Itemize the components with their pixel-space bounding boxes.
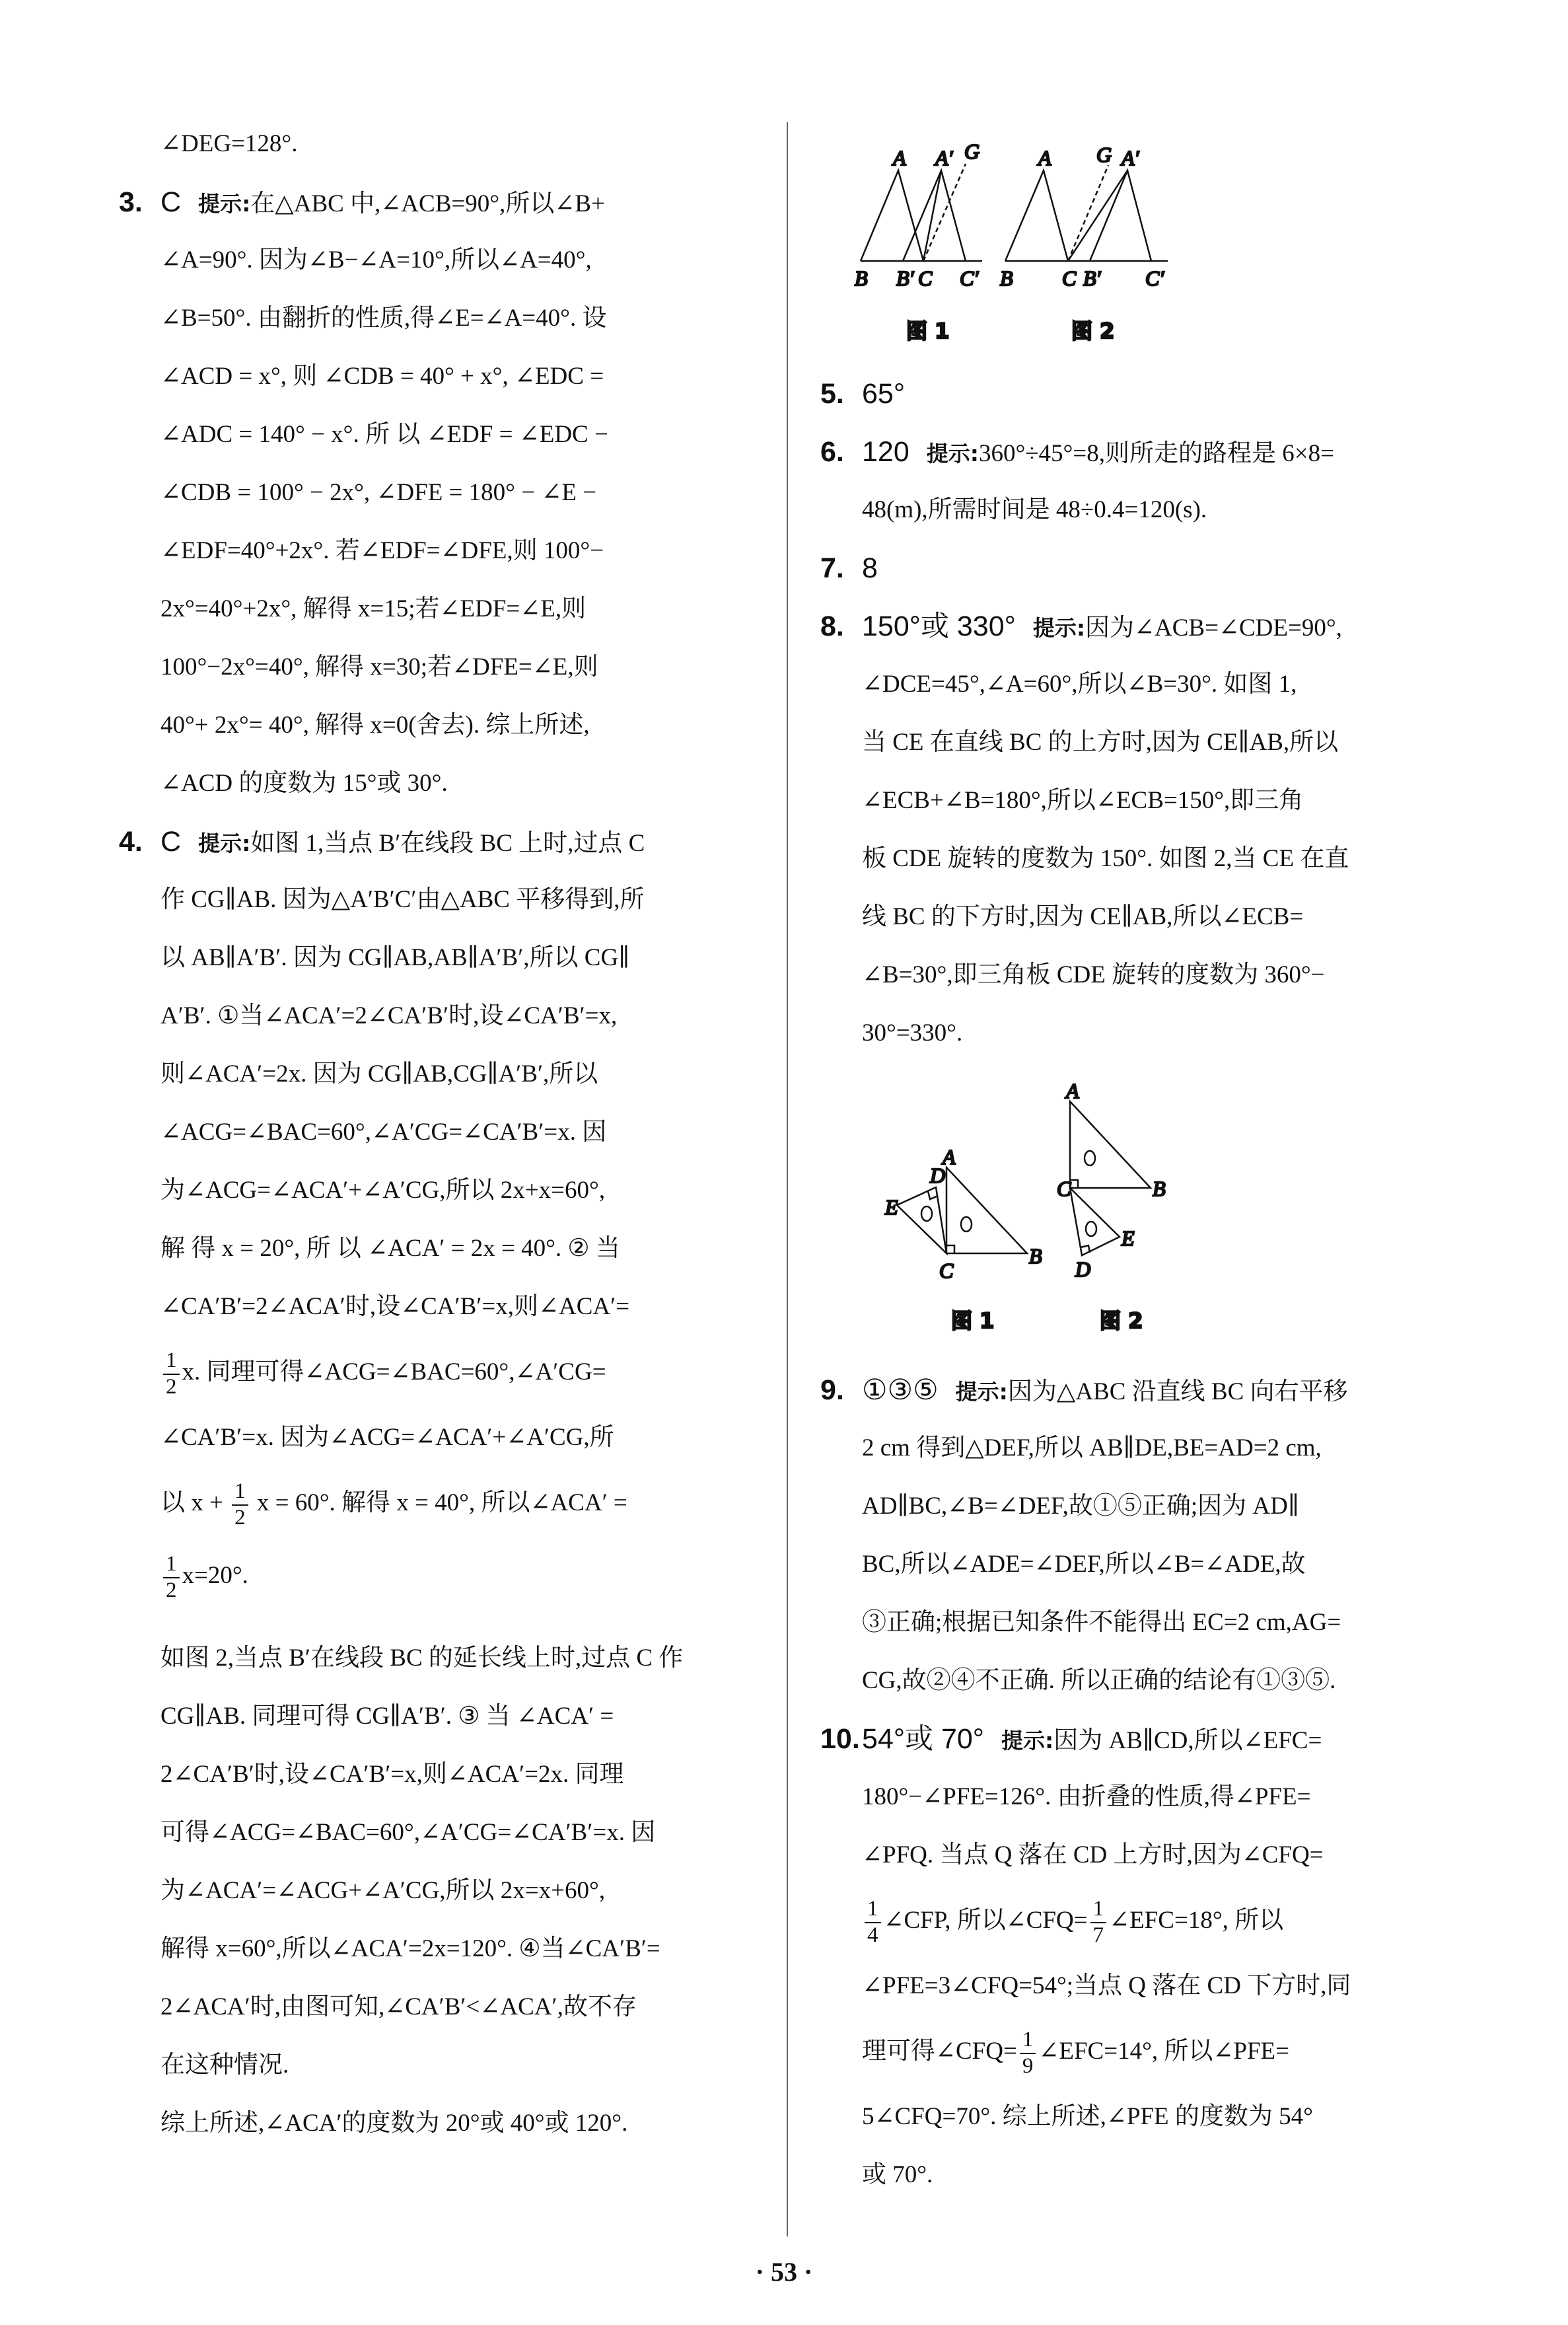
label-E: E (1122, 1226, 1135, 1250)
text: ∠ADC = 140° − x°. 所 以 ∠EDF = ∠EDC − (160, 421, 608, 448)
text: 为∠ACG=∠ACA′+∠A′CG,所以 2x+x=60°, (160, 1177, 606, 1204)
denominator: 2 (166, 1374, 177, 1399)
text: 理可得∠CFQ= (862, 2038, 1017, 2065)
text: ∠CA′B′=x. 因为∠ACG=∠ACA′+∠A′CG,所 (160, 1424, 614, 1451)
label-B: B (1000, 266, 1013, 290)
text: CG∥AB. 同理可得 CG∥A′B′. ③ 当 ∠ACA′ = (160, 1703, 614, 1730)
text: 在这种情况. (160, 2051, 289, 2079)
figure-caption: 图 1 (906, 318, 950, 344)
text: 解 得 x = 20°, 所 以 ∠ACA′ = 2x = 40°. ② 当 (160, 1235, 620, 1262)
numerator: 1 (163, 1348, 180, 1375)
label-B-prime: B′ (1083, 266, 1101, 290)
figure-caption: 图 2 (1071, 318, 1115, 344)
answer: ①③⑤ (862, 1374, 939, 1406)
denominator: 2 (234, 1505, 246, 1530)
answer: 8 (862, 552, 878, 584)
text: 因为 AB∥CD,所以∠EFC= (1053, 1727, 1322, 1754)
label-A-prime: A′ (935, 146, 953, 170)
text: CG,故②④不正确. 所以正确的结论有①③⑤. (862, 1667, 1336, 1694)
text: 板 CDE 旋转的度数为 150°. 如图 2,当 CE 在直 (862, 845, 1349, 872)
label-A: A (1038, 146, 1051, 170)
text: 48(m),所需时间是 48÷0.4=120(s). (862, 496, 1207, 523)
hint-label: 提示: (926, 441, 979, 466)
label-B: B (855, 266, 868, 290)
text: 如图 1,当点 B′在线段 BC 上时,过点 C (250, 830, 645, 857)
answer: 150°或 330° (862, 610, 1016, 642)
item-number: 4. (119, 826, 143, 858)
label-E: E (885, 1195, 898, 1219)
text: ∠ACD = x°, 则 ∠CDB = 40° + x°, ∠EDC = (160, 363, 604, 390)
item-number: 3. (119, 186, 143, 218)
text: 以 AB∥A′B′. 因为 CG∥AB,AB∥A′B′,所以 CG∥ (160, 944, 630, 971)
text: ∠EFC=14°, 所以∠PFE= (1038, 2038, 1290, 2065)
label-C: C (939, 1259, 954, 1282)
text: 作 CG∥AB. 因为△A′B′C′由△ABC 平移得到,所 (160, 886, 645, 913)
label-C: C (918, 266, 933, 290)
numerator: 1 (163, 1552, 180, 1578)
text: 2∠ACA′时,由图可知,∠CA′B′<∠ACA′,故不存 (160, 1993, 637, 2020)
page-number: · 53 · (755, 2257, 813, 2287)
text: 则∠ACA′=2x. 因为 CG∥AB,CG∥A′B′,所以 (160, 1060, 598, 1088)
label-G: G (1096, 143, 1112, 166)
text: 综上所述,∠ACA′的度数为 20°或 40°或 120°. (160, 2110, 628, 2137)
text: ∠ACD 的度数为 15°或 30°. (160, 770, 448, 797)
item-number: 9. (820, 1374, 844, 1406)
denominator: 9 (1022, 2053, 1034, 2078)
text: ∠CFP, 所以∠CFQ= (883, 1907, 1088, 1934)
text: 因为∠ACB=∠CDE=90°, (1085, 614, 1342, 642)
text: A′B′. ①当∠ACA′=2∠CA′B′时,设∠CA′B′=x, (160, 1002, 618, 1029)
numerator: 1 (232, 1479, 248, 1506)
answer: 54°或 70° (862, 1723, 984, 1755)
text: ∠CA′B′=2∠ACA′时,设∠CA′B′=x,则∠ACA′= (160, 1293, 630, 1320)
text: 360°÷45°=8,则所走的路程是 6×8= (978, 440, 1334, 467)
text: 2∠CA′B′时,设∠CA′B′=x,则∠ACA′=2x. 同理 (160, 1761, 624, 1788)
answer: C (160, 186, 182, 218)
text: 180°−∠PFE=126°. 由折叠的性质,得∠PFE= (862, 1783, 1311, 1810)
text: 在△ABC 中,∠ACB=90°,所以∠B+ (250, 190, 605, 217)
figure-translation-1 (855, 139, 982, 344)
label-D: D (1075, 1257, 1091, 1281)
text: BC,所以∠ADE=∠DEF,所以∠B=∠ADE,故 (862, 1551, 1306, 1578)
text: ∠DEG=128°. (160, 130, 298, 157)
text: 当 CE 在直线 BC 的上方时,因为 CE∥AB,所以 (862, 729, 1339, 756)
label-B-prime: B′ (896, 266, 914, 290)
hint-label: 提示: (198, 830, 251, 856)
label-C: C (1057, 1177, 1071, 1200)
numerator: 1 (865, 1897, 881, 1923)
text: x. 同理可得∠ACG=∠BAC=60°,∠A′CG= (182, 1358, 606, 1385)
item-number: 10. (820, 1723, 860, 1755)
label-B: B (1153, 1177, 1166, 1200)
text: 线 BC 的下方时,因为 CE∥AB,所以∠ECB= (862, 903, 1304, 930)
label-A: A (943, 1145, 956, 1169)
label-C: C (1062, 266, 1077, 290)
item-number: 5. (820, 378, 844, 410)
label-B: B (1029, 1244, 1042, 1268)
text: ∠PFQ. 当点 Q 落在 CD 上方时,因为∠CFQ= (862, 1841, 1324, 1868)
figure-caption: 图 2 (1100, 1308, 1143, 1333)
text: 因为△ABC 沿直线 BC 向右平移 (1007, 1378, 1348, 1405)
text: ③正确;根据已知条件不能得出 EC=2 cm,AG= (862, 1609, 1341, 1636)
figure-translation-2 (1000, 143, 1168, 344)
text: ∠A=90°. 因为∠B−∠A=10°,所以∠A=40°, (160, 246, 592, 274)
text: 40°+ 2x°= 40°, 解得 x=0(舍去). 综上所述, (160, 712, 590, 739)
numerator: 1 (1090, 1897, 1107, 1923)
hint-label: 提示: (955, 1379, 1008, 1405)
label-C-prime: C′ (960, 266, 979, 290)
text: ∠B=50°. 由翻折的性质,得∠E=∠A=40°. 设 (160, 305, 607, 332)
text: ∠EDF=40°+2x°. 若∠EDF=∠DFE,则 100°− (160, 537, 604, 564)
denominator: 4 (867, 1923, 878, 1947)
hint-label: 提示: (1032, 615, 1086, 641)
text: ∠B=30°,即三角板 CDE 旋转的度数为 360°− (862, 961, 1325, 988)
text: 5∠CFQ=70°. 综上所述,∠PFE 的度数为 54° (862, 2103, 1313, 2130)
text: 30°=330°. (862, 1019, 963, 1047)
label-A: A (1066, 1079, 1079, 1103)
answer: 120 (862, 436, 909, 468)
label-G: G (964, 139, 980, 163)
text: 解得 x=60°,所以∠ACA′=2x=120°. ④当∠CA′B′= (160, 1935, 660, 1962)
text: 可得∠ACG=∠BAC=60°,∠A′CG=∠CA′B′=x. 因 (160, 1819, 656, 1846)
text: ∠DCE=45°,∠A=60°,所以∠B=30°. 如图 1, (862, 671, 1297, 698)
figure-triangles-1 (884, 1145, 1042, 1333)
text: AD∥BC,∠B=∠DEF,故①⑤正确;因为 AD∥ (862, 1493, 1299, 1520)
text: 100°−2x°=40°, 解得 x=30;若∠DFE=∠E,则 (160, 653, 598, 681)
label-C-prime: C′ (1145, 266, 1164, 290)
item-number: 8. (820, 610, 844, 642)
hint-label: 提示: (1001, 1728, 1054, 1753)
text: 或 70°. (862, 2161, 933, 2188)
text: 2 cm 得到△DEF,所以 AB∥DE,BE=AD=2 cm, (862, 1434, 1322, 1461)
label-D: D (930, 1163, 946, 1187)
text: ∠ECB+∠B=180°,所以∠ECB=150°,即三角 (862, 787, 1304, 814)
text: ∠EFC=18°, 所以 (1109, 1907, 1284, 1934)
text: ∠CDB = 100° − 2x°, ∠DFE = 180° − ∠E − (160, 479, 597, 506)
numerator: 1 (1020, 2028, 1036, 2054)
answer: C (160, 826, 182, 858)
denominator: 7 (1092, 1923, 1104, 1947)
text: x = 60°. 解得 x = 40°, 所以∠ACA′ = (250, 1489, 627, 1516)
label-A-prime: A′ (1122, 146, 1139, 170)
answer: 65° (862, 378, 906, 410)
text: 以 x + (160, 1489, 230, 1516)
text: 为∠ACA′=∠ACG+∠A′CG,所以 2x=x+60°, (160, 1877, 606, 1904)
label-A: A (893, 146, 906, 170)
denominator: 2 (166, 1578, 177, 1602)
text: x=20°. (182, 1562, 248, 1589)
figure-caption: 图 1 (951, 1308, 995, 1333)
text: 2x°=40°+2x°, 解得 x=15;若∠EDF=∠E,则 (160, 595, 587, 622)
text: ∠ACG=∠BAC=60°,∠A′CG=∠CA′B′=x. 因 (160, 1119, 607, 1146)
text: 如图 2,当点 B′在线段 BC 的延长线上时,过点 C 作 (160, 1644, 684, 1672)
figure-triangles-2 (1057, 1079, 1166, 1333)
text: ∠PFE=3∠CFQ=54°;当点 Q 落在 CD 下方时,同 (862, 1972, 1351, 1999)
item-number: 7. (820, 552, 844, 584)
hint-label: 提示: (198, 191, 251, 217)
item-number: 6. (820, 436, 844, 468)
